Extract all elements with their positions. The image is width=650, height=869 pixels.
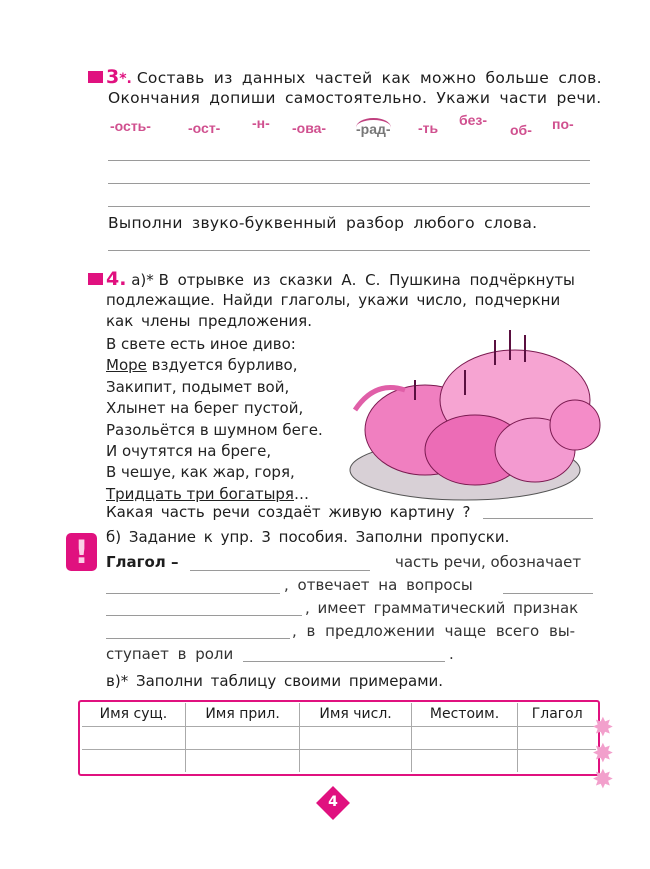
header-cell: Имя сущ. [82, 703, 185, 726]
answer-line[interactable] [108, 183, 590, 184]
task-marker-icon [88, 273, 103, 285]
answer-line[interactable] [108, 250, 590, 251]
table-cell[interactable] [300, 726, 411, 749]
answer-line[interactable] [503, 593, 593, 594]
table-cell[interactable] [185, 726, 300, 749]
poem [106, 334, 323, 505]
word-part: об- [510, 122, 532, 138]
poem-line: Хлынет на берег пустой, [106, 399, 304, 418]
word-part: -ть [418, 120, 439, 136]
table-cell[interactable] [518, 749, 596, 772]
word-part: без- [459, 112, 488, 128]
b-line3: , имеет грамматический признак [305, 599, 579, 617]
header-cell: Имя прил. [185, 703, 300, 726]
poem-line: Тридцать три богатыря… [106, 484, 309, 503]
task3-header: 3*. Составь из данных частей как можно больше слов. [88, 66, 602, 88]
table-row [82, 726, 596, 749]
answer-line[interactable] [108, 160, 590, 161]
header-cell: Глагол [518, 703, 596, 726]
poem-line: И очутятся на брегe, [106, 442, 272, 461]
poem-line: Закипит, подымет вой, [106, 377, 290, 396]
question-text: Какая часть речи создаёт живую картину ? [106, 503, 471, 521]
poem-line: Море вздуется бурливо, [106, 356, 298, 375]
task3-line2: Окончания допиши самостоятельно. Укажи части речи. [108, 89, 602, 107]
answer-line[interactable] [190, 570, 370, 571]
answer-line[interactable] [106, 593, 280, 594]
poem-line: В чешуе, как жар, горя, [106, 463, 295, 482]
word-part: -н- [252, 115, 270, 131]
task4-line2: подлежащие. Найди глаголы, укажи число, подчеркни [106, 291, 561, 309]
table-header-row [82, 703, 596, 726]
b-line5: ступает в роли [106, 645, 234, 663]
page-number: 4 [328, 794, 338, 810]
header-cell: Местоим. [411, 703, 518, 726]
answer-line[interactable] [108, 206, 590, 207]
star-decoration-icon: ✸ ✸ ✸ [592, 713, 614, 795]
b-line1: Глагол – часть речи, обозначает [106, 553, 582, 571]
period: . [449, 645, 454, 663]
sea-waves-illustration [345, 320, 605, 510]
b-title: б) Задание к упр. 3 пособия. Заполни пропуски. [106, 528, 510, 546]
task3-sub: Выполни звуко-буквенный разбор любого слова. [108, 214, 538, 232]
answer-line[interactable] [106, 615, 302, 616]
word-part: -ост- [188, 120, 221, 136]
task-marker-icon [88, 71, 103, 83]
task4-line3: как члены предложения. [106, 312, 312, 330]
table-cell[interactable] [82, 749, 185, 772]
exclamation-icon: ! [66, 533, 97, 571]
answer-line[interactable] [106, 638, 290, 639]
answer-line[interactable] [483, 518, 593, 519]
poem-line: Разольётся в шумном беге. [106, 420, 323, 439]
table-cell[interactable] [82, 726, 185, 749]
header-cell: Имя числ. [300, 703, 411, 726]
answer-line[interactable] [243, 661, 445, 662]
table-cell[interactable] [185, 749, 300, 772]
word-part-root: -рад- [356, 118, 391, 137]
table-cell[interactable] [411, 749, 518, 772]
b-line4: , в предложении чаще всего вы- [292, 622, 576, 640]
examples-table [82, 703, 596, 772]
word-part: -ость- [110, 118, 151, 134]
word-part: по- [552, 116, 574, 132]
poem-line: В свете есть иное диво: [106, 335, 296, 353]
table-cell[interactable] [518, 726, 596, 749]
task4-header: 4. а)* В отрывке из сказки А. С. Пушкина подчёркнуты [88, 268, 575, 290]
table-row [82, 749, 596, 772]
c-title: в)* Заполни таблицу своими примерами. [106, 672, 444, 690]
b-line2: , отвечает на вопросы [284, 576, 473, 594]
word-part: -ова- [292, 120, 327, 136]
table-cell[interactable] [300, 749, 411, 772]
table-cell[interactable] [411, 726, 518, 749]
